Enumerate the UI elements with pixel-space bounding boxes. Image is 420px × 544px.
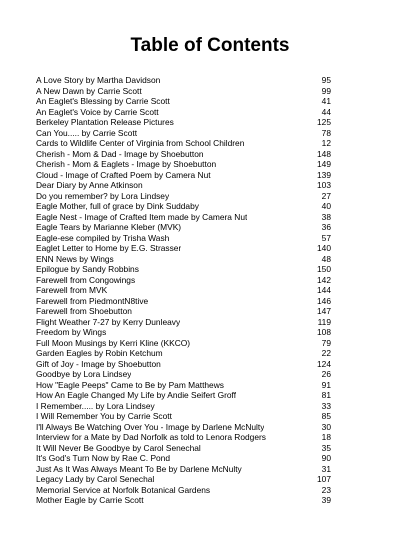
toc-entry	[36, 390, 331, 401]
toc-entry	[36, 117, 331, 128]
toc-entry	[36, 212, 331, 223]
toc-entry-page-number: 107	[317, 474, 331, 484]
toc-entry-page-number: 12	[321, 138, 331, 148]
toc-entry-page-number: 27	[321, 190, 331, 201]
toc-entry-title: Freedom by Wings	[36, 327, 107, 337]
toc-entry-title: Farewell from MVK	[36, 285, 108, 295]
toc-entry	[36, 443, 331, 454]
toc-entry-page-number: 79	[321, 337, 331, 348]
toc-entry-title: A New Dawn by Carrie Scott	[36, 85, 142, 96]
toc-entry-page-number: 124	[317, 358, 331, 369]
toc-entry-title: I Remember..... by Lora Lindsey	[36, 400, 155, 411]
toc-entry-title: A Love Story by Martha Davidson	[36, 75, 161, 85]
toc-entry	[36, 96, 331, 107]
toc-entry-page-number: 57	[321, 232, 331, 243]
toc-entry-page-number: 39	[321, 495, 331, 505]
toc-entry	[36, 296, 331, 307]
toc-entry	[36, 474, 331, 485]
toc-entry-page-number: 146	[317, 295, 331, 306]
toc-entry-title: How "Eagle Peeps" Came to Be by Pam Matthews	[36, 379, 224, 390]
toc-entry-title: Eagle Tears by Marianne Kleber (MVK)	[36, 222, 182, 232]
toc-entry	[36, 180, 331, 191]
toc-entry-title: Epilogue by Sandy Robbins	[36, 264, 139, 274]
toc-entry-page-number: 23	[321, 484, 331, 495]
toc-entry-title: It Will Never Be Goodbye by Carol Senechal	[36, 442, 201, 453]
toc-entry-title: Eagle Mother, full of grace by Dink Suddaby	[36, 201, 199, 211]
toc-entry-title: Berkeley Plantation Release Pictures	[36, 117, 174, 127]
toc-entry	[36, 327, 331, 338]
toc-entry-page-number: 81	[321, 390, 331, 400]
toc-entry-title: ENN News by Wings	[36, 253, 114, 264]
toc-entry-page-number: 26	[321, 369, 331, 379]
toc-entry-page-number: 91	[321, 379, 331, 390]
toc-entry	[36, 201, 331, 212]
toc-entry-title: I Will Remember You by Carrie Scott	[36, 411, 172, 421]
toc-entry-title: How An Eagle Changed My Life by Andie Seifert Groff	[36, 390, 237, 400]
toc-entry-page-number: 22	[321, 348, 331, 358]
toc-entry-page-number: 144	[317, 285, 331, 295]
toc-entry-page-number: 119	[317, 316, 331, 327]
toc-entry	[36, 191, 331, 202]
toc-entry-page-number: 31	[321, 463, 331, 474]
toc-entry	[36, 275, 331, 286]
toc-entry-title: Legacy Lady by Carol Senechal	[36, 474, 155, 484]
toc-entry	[36, 254, 331, 265]
toc-entry-title: Goodbye by Lora Lindsey	[36, 369, 132, 379]
toc-entry-title: Gift of Joy - Image by Shoebutton	[36, 358, 161, 369]
toc-entry-title: Cloud - Image of Crafted Poem by Camera Nut	[36, 169, 211, 180]
toc-entry	[36, 338, 331, 349]
toc-entry	[36, 233, 331, 244]
toc-entry-title: Just As It Was Always Meant To Be by Darlene McNulty	[36, 463, 242, 474]
toc-entry-title: Farewell from PiedmontN8tive	[36, 295, 149, 306]
toc-entry-page-number: 90	[321, 453, 331, 463]
toc-entry-page-number: 41	[321, 96, 331, 106]
toc-entry	[36, 285, 331, 296]
toc-entry-page-number: 30	[321, 421, 331, 432]
toc-entry-page-number: 108	[317, 327, 331, 337]
toc-entry-title: Can You..... by Carrie Scott	[36, 127, 138, 138]
toc-entry-title: An Eaglet's Blessing by Carrie Scott	[36, 96, 170, 106]
toc-entry-page-number: 38	[321, 211, 331, 222]
toc-entry	[36, 495, 331, 506]
toc-entry-title: Mother Eagle by Carrie Scott	[36, 495, 144, 505]
toc-entry-title: Eagle Nest - Image of Crafted Item made by Camera Nut	[36, 211, 248, 222]
toc-list	[36, 75, 331, 506]
toc-entry-page-number: 78	[321, 127, 331, 138]
toc-entry	[36, 453, 331, 464]
toc-entry-page-number: 33	[321, 400, 331, 411]
toc-entry-page-number: 103	[317, 180, 331, 190]
toc-entry	[36, 317, 331, 328]
toc-entry	[36, 485, 331, 496]
toc-entry-title: Farewell from Congowings	[36, 274, 136, 285]
toc-entry	[36, 243, 331, 254]
toc-entry-page-number: 48	[321, 253, 331, 264]
toc-entry	[36, 159, 331, 170]
toc-entry-page-number: 148	[317, 148, 331, 159]
toc-entry-title: An Eaglet's Voice by Carrie Scott	[36, 106, 159, 117]
toc-entry	[36, 422, 331, 433]
toc-entry	[36, 170, 331, 181]
toc-entry	[36, 75, 331, 86]
toc-entry-page-number: 140	[317, 243, 331, 253]
toc-entry	[36, 86, 331, 97]
toc-entry	[36, 264, 331, 275]
toc-entry	[36, 138, 331, 149]
toc-entry-title: Do you remember? by Lora Lindsey	[36, 190, 170, 201]
toc-entry	[36, 432, 331, 443]
toc-entry	[36, 306, 331, 317]
toc-entry-page-number: 125	[317, 117, 331, 127]
toc-entry-title: Flight Weather 7-27 by Kerry Dunleavy	[36, 316, 181, 327]
toc-entry-title: Eaglet Letter to Home by E.G. Strasser	[36, 243, 182, 253]
toc-entry-page-number: 95	[321, 75, 331, 85]
toc-entry-page-number: 36	[321, 222, 331, 232]
toc-entry	[36, 149, 331, 160]
toc-entry-page-number: 142	[317, 274, 331, 285]
toc-entry	[36, 411, 331, 422]
page-title: Table of Contents	[130, 35, 290, 56]
toc-entry-title: Garden Eagles by Robin Ketchum	[36, 348, 163, 358]
toc-entry-title: Interview for a Mate by Dad Norfolk as told to Lenora Rodgers	[36, 432, 266, 442]
toc-entry-title: It's God's Turn Now by Rae C. Pond	[36, 453, 170, 463]
toc-entry-page-number: 85	[321, 411, 331, 421]
toc-entry-title: Cherish - Mom & Eaglets - Image by Shoebutton	[36, 159, 217, 169]
toc-entry-title: Eagle-ese compiled by Trisha Wash	[36, 232, 170, 243]
toc-entry	[36, 359, 331, 370]
toc-entry-page-number: 18	[321, 432, 331, 442]
toc-entry	[36, 222, 331, 233]
toc-entry-title: Cherish - Mom & Dad - Image by Shoebutton	[36, 148, 204, 159]
toc-entry-title: Full Moon Musings by Kerri Kline (KKCO)	[36, 337, 191, 348]
toc-entry	[36, 464, 331, 475]
toc-entry-page-number: 150	[317, 264, 331, 274]
toc-entry	[36, 107, 331, 118]
toc-entry	[36, 380, 331, 391]
toc-entry-title: Cards to Wildlife Center of Virginia from School Children	[36, 138, 245, 148]
toc-entry-page-number: 139	[317, 169, 331, 180]
toc-entry	[36, 348, 331, 359]
toc-entry-page-number: 44	[321, 106, 331, 117]
toc-entry-title: I'll Always Be Watching Over You - Image by Darlene McNulty	[36, 421, 265, 432]
toc-entry-title: Farewell from Shoebutton	[36, 306, 132, 316]
toc-entry-page-number: 99	[321, 85, 331, 96]
toc-entry	[36, 369, 331, 380]
toc-entry-page-number: 35	[321, 442, 331, 453]
toc-entry-page-number: 149	[317, 159, 331, 169]
toc-entry	[36, 401, 331, 412]
toc-entry	[36, 128, 331, 139]
toc-entry-title: Memorial Service at Norfolk Botanical Gardens	[36, 484, 211, 495]
toc-entry-page-number: 147	[317, 306, 331, 316]
toc-entry-title: Dear Diary by Anne Atkinson	[36, 180, 143, 190]
toc-entry-page-number: 40	[321, 201, 331, 211]
